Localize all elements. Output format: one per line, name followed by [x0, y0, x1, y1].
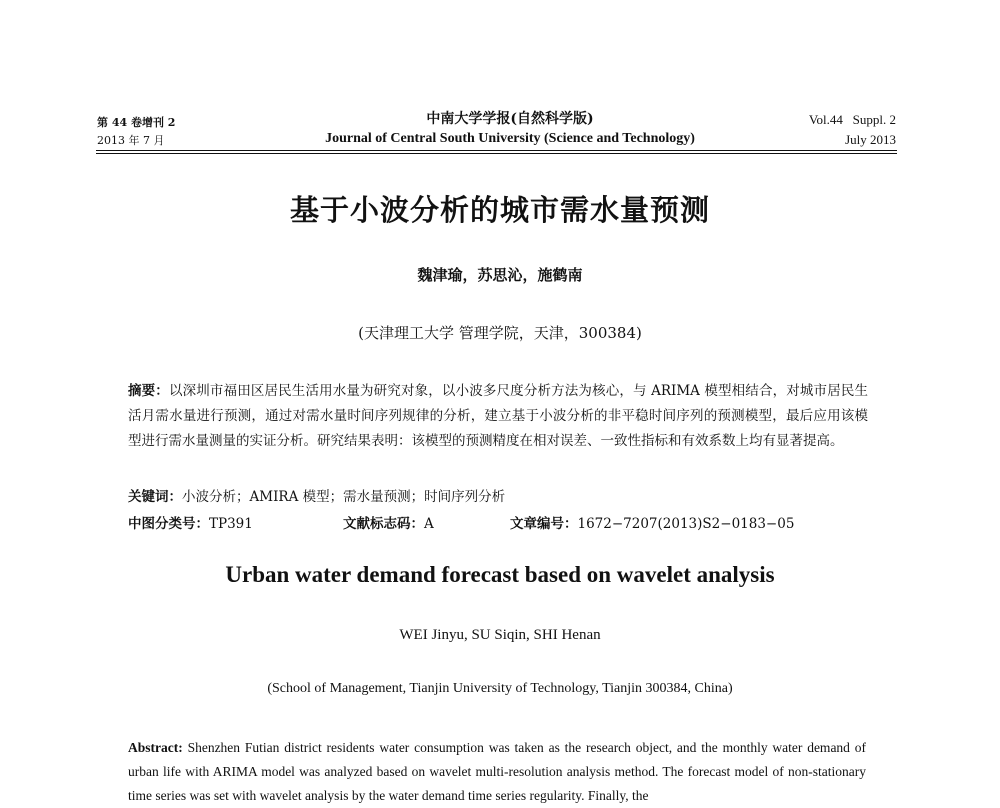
abstract-text-cn: 以深圳市福田区居民生活用水量为研究对象，以小波多尺度分析方法为核心，与 ARIMA 模型相结合，对城市居民生活月需水量进行预测，通过对需水量时间序列规律的分析，建立基于小波分析的非平稳时间序列的预测模型，最后应用该模型进行需水量测量的实证分析。研究结果表明：该模型的预测精度在相对误差、一致性指标和有效系数上均有显著提高。 — [128, 383, 869, 449]
date-en: July 2013 — [845, 132, 896, 147]
journal-name-en: Journal of Central South University (Science and Technology) — [325, 131, 695, 146]
affiliation-en: (School of Management, Tianjin University of Technology, Tianjin 300384, China) — [267, 681, 733, 696]
date-cn: 2013 年 7 月 — [97, 134, 165, 147]
document-code — [343, 513, 434, 535]
paper-title-en: Urban water demand forecast based on wavelet analysis — [225, 562, 775, 587]
volume-en: Vol.44 Suppl. 2 — [808, 112, 896, 127]
header-journal — [300, 109, 720, 149]
abstract-label-en: Abstract: — [128, 740, 183, 755]
header-rule-thin — [96, 153, 897, 154]
clc-value: TP391 — [209, 516, 253, 532]
authors-cn: 魏津瑜，苏思沁，施鹤南 — [417, 266, 583, 284]
abstract-label-cn: 摘要： — [128, 383, 169, 399]
header-rule — [96, 150, 897, 151]
article-number — [510, 513, 794, 535]
article-no-value: 1672−7207(2013)S2−0183−05 — [577, 516, 795, 532]
abstract-text-en: Shenzhen Futian district residents water consumption was taken as the research object, and the monthly water demand of urban life with ARIMA model was analyzed based on wavelet multi-resolution analysis method. The forecast model of non-stationary time series was set with wavelet analysis by the water demand time series regularity. Finally, the — [128, 740, 866, 803]
affiliation-cn: (天津理工大学 管理学院，天津，300384) — [358, 324, 642, 342]
header-volume-info — [97, 114, 175, 150]
doc-code-value: A — [424, 516, 434, 532]
volume-cn: 第 44 卷增刊 2 — [97, 116, 176, 129]
doc-code-label: 文献标志码： — [343, 516, 424, 532]
abstract-en — [128, 736, 866, 808]
clc-number — [128, 513, 253, 535]
keywords-text-cn: 小波分析；AMIRA 模型；需水量预测；时间序列分析 — [182, 489, 506, 505]
article-no-label: 文章编号： — [510, 516, 578, 532]
keywords-cn — [128, 486, 505, 508]
paper-title-cn: 基于小波分析的城市需水量预测 — [289, 193, 710, 227]
header-volume-en — [780, 110, 896, 150]
clc-label: 中图分类号： — [128, 516, 209, 532]
keywords-label-cn: 关键词： — [128, 489, 182, 505]
abstract-cn — [128, 379, 868, 454]
journal-name-cn: 中南大学学报(自然科学版) — [426, 111, 594, 127]
authors-en: WEI Jinyu, SU Siqin, SHI Henan — [399, 627, 601, 643]
